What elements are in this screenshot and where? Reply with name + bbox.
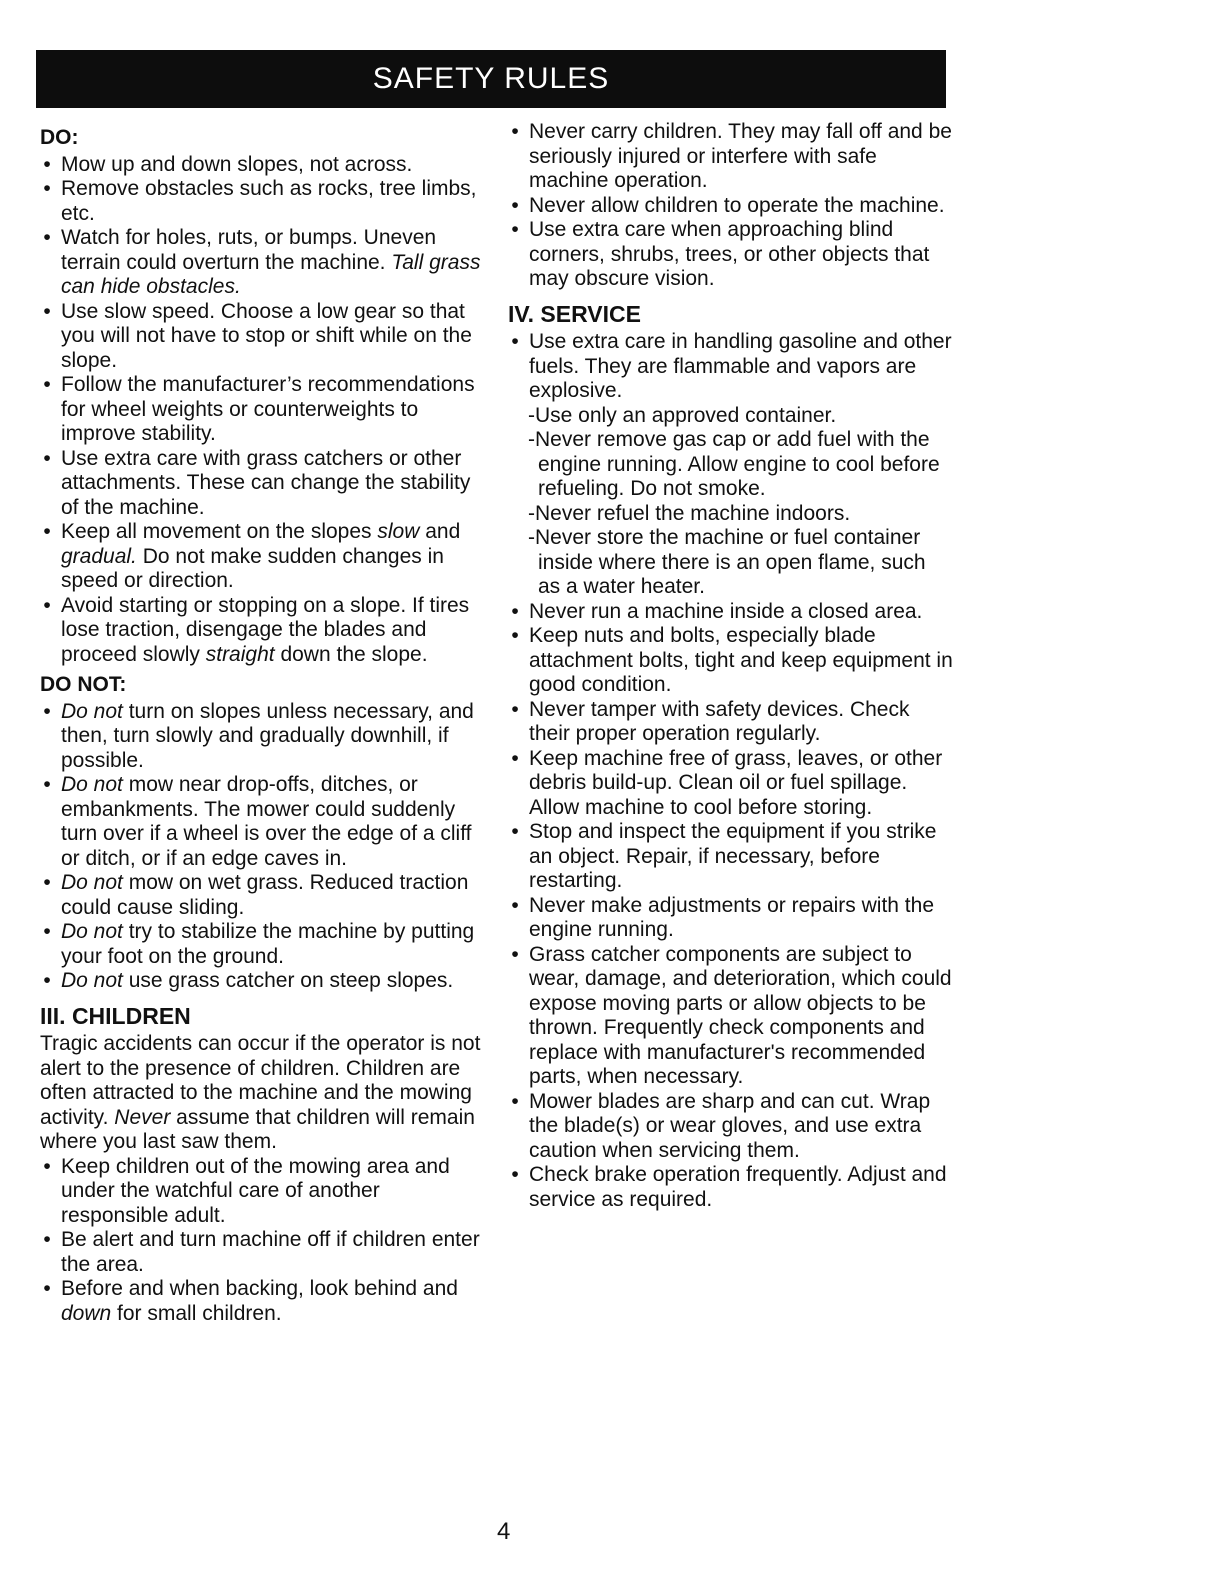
- bullet-icon: •: [43, 446, 51, 470]
- list-item: [40, 153, 490, 178]
- text-run: Use slow speed. Choose a low gear so that you will not have to stop or shift while on the slope.: [61, 299, 472, 372]
- do-not-list: [40, 700, 490, 994]
- text-run: try to stabilize the machine by putting your foot on the ground.: [61, 920, 475, 968]
- bullet-icon: •: [43, 699, 51, 723]
- bullet-icon: •: [43, 773, 51, 796]
- list-item: [508, 943, 953, 1090]
- text-run: Do not: [61, 969, 123, 992]
- left-column: [40, 120, 490, 1326]
- text-run: mow near drop-offs, ditches, or embankments. The mower could suddenly turn over if a wheel is over the edge of a cliff or ditch, or if an edge caves in.: [61, 773, 472, 870]
- list-item: [40, 920, 490, 969]
- right-column: [508, 120, 953, 1212]
- text-run: assume that children will remain where you last saw them.: [40, 1105, 475, 1153]
- list-item: [508, 218, 953, 292]
- text-run: Keep machine free of grass, leaves, or other debris build-up. Clean oil or fuel spillage. Allow machine to cool before storing.: [529, 746, 943, 819]
- bullet-icon: •: [43, 593, 51, 617]
- bullet-icon: •: [511, 624, 519, 647]
- text-run: Before and when backing, look behind and: [61, 1277, 458, 1300]
- list-item: [40, 520, 490, 594]
- safety-rules-banner: [36, 50, 946, 108]
- bullet-icon: •: [43, 969, 51, 992]
- list-item: [40, 871, 490, 920]
- text-run: Use extra care with grass catchers or other attachments. These can change the stability of the machine.: [61, 446, 471, 519]
- text-run: Avoid starting or stopping on a slope. If tires lose traction, disengage the blades and proceed slowly: [61, 593, 470, 666]
- sub-list-item: -Never refuel the machine indoors.: [528, 501, 851, 525]
- children-continued-list: [508, 120, 953, 292]
- bullet-icon: •: [511, 820, 519, 843]
- text-run: Follow the manufacturer’s recommendations for wheel weights or counterweights to improve stability.: [61, 373, 475, 445]
- text-run: Be alert and turn machine off if children enter the area.: [61, 1228, 480, 1276]
- list-item: [40, 226, 490, 300]
- text-run: Use extra care when approaching blind corners, shrubs, trees, or other objects that may obscure vision.: [529, 218, 930, 290]
- bullet-icon: •: [511, 942, 519, 966]
- list-item: [40, 300, 490, 374]
- list-item: [40, 594, 490, 668]
- children-intro: [40, 1032, 490, 1155]
- list-item: [40, 177, 490, 226]
- list-item: [40, 1155, 490, 1229]
- list-item: [508, 600, 953, 625]
- sub-list-item: -Never store the machine or fuel container inside where there is an open flame, such as a water heater.: [528, 526, 926, 598]
- text-run: down: [61, 1301, 112, 1325]
- bullet-icon: •: [43, 920, 51, 943]
- text-run: straight: [205, 642, 275, 666]
- text-run: down the slope.: [274, 642, 428, 666]
- text-run: Remove obstacles such as rocks, tree limbs, etc.: [61, 177, 477, 225]
- text-run: turn on slopes unless necessary, and then, turn slowly and gradually downhill, if possible.: [61, 699, 474, 772]
- text-run: Grass catcher components are subject to wear, damage, and deterioration, which could expose moving parts or allow objects to be thrown. Frequently check components and replace with manufacturer's recommended parts, when necessary.: [529, 942, 952, 1088]
- list-item: [508, 894, 953, 943]
- bullet-icon: •: [511, 746, 519, 770]
- service-heading: IV. SERVICE: [508, 300, 641, 327]
- text-run: Tall grass can hide obstacles.: [61, 250, 481, 298]
- list-item: [40, 373, 490, 447]
- children-heading: III. CHILDREN: [40, 1002, 191, 1029]
- text-run: Do not: [61, 773, 123, 796]
- bullet-icon: •: [511, 1163, 519, 1186]
- text-run: gradual.: [61, 544, 137, 568]
- text-run: Stop and inspect the equipment if you strike an object. Repair, if necessary, before restarting.: [529, 820, 937, 892]
- text-run: Never allow children to operate the machine.: [529, 193, 945, 217]
- list-item: [508, 747, 953, 821]
- text-run: Tragic accidents can occur if the operator is not alert to the presence of children. Children are often attracted to the machine and the mowing activity.: [40, 1032, 481, 1129]
- children-list: [40, 1155, 490, 1327]
- bullet-icon: •: [511, 120, 519, 143]
- bullet-icon: •: [43, 871, 51, 894]
- text-run: Never: [114, 1105, 171, 1129]
- list-item: [508, 120, 953, 194]
- bullet-icon: •: [511, 193, 519, 217]
- text-run: use grass catcher on steep slopes.: [122, 969, 454, 992]
- text-run: Never tamper with safety devices. Check their proper operation regularly.: [529, 697, 910, 745]
- fuel-sub-list: [508, 404, 953, 600]
- list-item: [508, 698, 953, 747]
- bullet-icon: •: [511, 1089, 519, 1113]
- text-run: and: [419, 520, 461, 543]
- list-item: [508, 1163, 953, 1212]
- list-item: [40, 969, 490, 994]
- bullet-icon: •: [43, 1154, 51, 1178]
- text-run: slow: [377, 520, 420, 543]
- bullet-icon: •: [43, 152, 51, 176]
- text-run: Check brake operation frequently. Adjust and service as required.: [529, 1163, 947, 1211]
- do-heading: DO:: [40, 126, 79, 149]
- do-list: [40, 153, 490, 668]
- bullet-icon: •: [43, 520, 51, 543]
- bullet-icon: •: [511, 599, 519, 623]
- banner-title: SAFETY RULES: [372, 62, 610, 95]
- bullet-icon: •: [511, 893, 519, 917]
- text-run: Mower blades are sharp and can cut. Wrap the blade(s) or wear gloves, and use extra caution when servicing them.: [529, 1089, 931, 1162]
- sub-list-item: -Never remove gas cap or add fuel with the engine running. Allow engine to cool before refueling. Do not smoke.: [528, 428, 940, 500]
- page-number: 4: [497, 1518, 511, 1545]
- bullet-icon: •: [43, 226, 51, 249]
- text-run: Watch for holes, ruts, or bumps. Uneven terrain could overturn the machine.: [61, 226, 437, 274]
- text-run: Keep nuts and bolts, especially blade attachment bolts, tight and keep equipment in good condition.: [529, 624, 953, 696]
- text-run: Do not: [61, 920, 123, 943]
- bullet-icon: •: [511, 330, 519, 353]
- list-item: [508, 624, 953, 698]
- list-item: [40, 1277, 490, 1326]
- list-item: [508, 1090, 953, 1164]
- fuel-item-text: Use extra care in handling gasoline and other fuels. They are flammable and vapors are explosive.: [529, 330, 952, 402]
- bullet-icon: •: [43, 1228, 51, 1251]
- text-run: Never make adjustments or repairs with the engine running.: [529, 893, 934, 941]
- text-run: mow on wet grass. Reduced traction could cause sliding.: [61, 871, 469, 919]
- bullet-icon: •: [43, 373, 51, 396]
- service-list: [508, 600, 953, 1213]
- list-item: [508, 330, 953, 404]
- bullet-icon: •: [511, 218, 519, 241]
- list-item: [40, 447, 490, 521]
- text-run: for small children.: [111, 1301, 282, 1325]
- list-item: [40, 1228, 490, 1277]
- list-item: [40, 700, 490, 774]
- bullet-icon: •: [511, 697, 519, 721]
- list-item: [40, 773, 490, 871]
- list-item: [508, 194, 953, 219]
- sub-list-item: -Use only an approved container.: [528, 403, 837, 427]
- text-run: Mow up and down slopes, not across.: [61, 152, 413, 176]
- text-run: Never run a machine inside a closed area.: [529, 599, 923, 623]
- bullet-icon: •: [43, 299, 51, 323]
- text-run: Do not: [61, 699, 123, 723]
- do-not-heading: DO NOT:: [40, 673, 127, 696]
- text-run: Keep children out of the mowing area and under the watchful care of another responsible adult.: [61, 1154, 450, 1227]
- text-run: Do not make sudden changes in speed or direction.: [61, 544, 444, 592]
- bullet-icon: •: [43, 1277, 51, 1300]
- text-run: Keep all movement on the slopes: [61, 520, 378, 543]
- list-item: [508, 820, 953, 894]
- bullet-icon: •: [43, 177, 51, 200]
- text-run: Never carry children. They may fall off and be seriously injured or interfere with safe machine operation.: [529, 120, 952, 192]
- text-run: Do not: [61, 871, 123, 894]
